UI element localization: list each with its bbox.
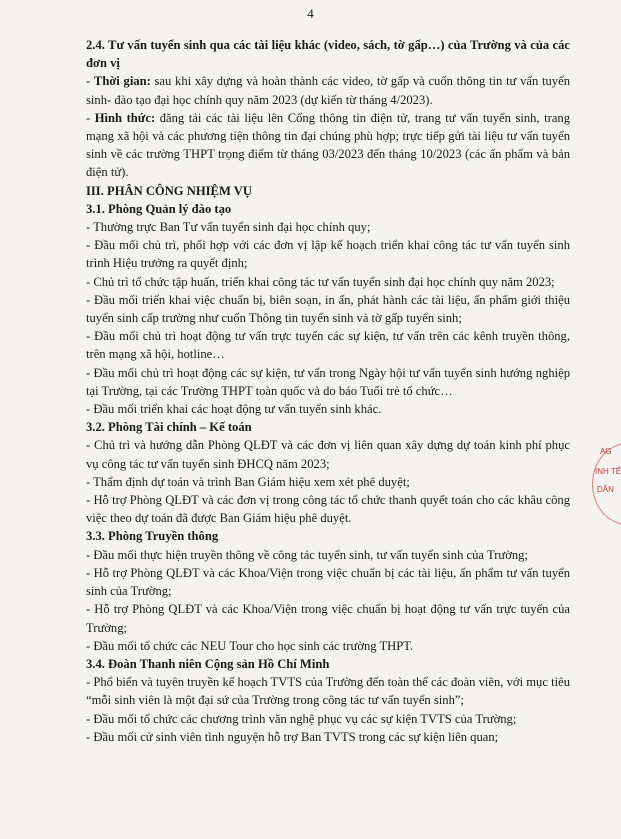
page-number: 4 xyxy=(307,6,314,21)
section-2-4-heading: 2.4. Tư vấn tuyển sinh qua các tài liệu khác (video, sách, tờ gấp…) của Trường và của các đơn vị xyxy=(86,38,570,71)
time-label: Thời gian: xyxy=(93,74,151,89)
time-text: sau khi xây dựng và hoàn thành các video, tờ gấp và cuốn thông tin tư vấn tuyển sinh- đào tạo đại học chính quy năm 2023 (dự kiến từ tháng 4/2023). xyxy=(86,74,570,107)
document-body xyxy=(86,36,570,746)
stamp-text-2: INH TẾ xyxy=(595,467,621,476)
section-3-4-heading: 3.4. Đoàn Thanh niên Cộng sản Hồ Chí Minh xyxy=(86,656,330,671)
section-3-1-list xyxy=(86,218,570,418)
section-3-heading: III. PHÂN CÔNG NHIỆM VỤ xyxy=(86,183,252,198)
section-3-2-heading: 3.2. Phòng Tài chính – Kế toán xyxy=(86,420,252,435)
stamp-text-1: AG xyxy=(600,447,612,456)
list-item: - Đầu mối tổ chức các chương trình văn nghệ phục vụ các sự kiện TVTS của Trường; xyxy=(86,711,517,726)
list-item: - Đầu mối cử sinh viên tình nguyện hỗ trợ Ban TVTS trong các sự kiện liên quan; xyxy=(86,729,499,744)
section-3-1-heading: 3.1. Phòng Quản lý đào tạo xyxy=(86,201,232,216)
list-item: - Chủ trì và hướng dẫn Phòng QLĐT và các đơn vị liên quan xây dựng dự toán kinh phí phục vụ công tác tư vấn tuyển sinh ĐHCQ năm 2023; xyxy=(86,438,570,471)
list-item: - Đầu mối chủ trì hoạt động tư vấn trực tuyến các sự kiện, tư vấn trên các kênh truyền thông, trên mạng xã hội, hotline… xyxy=(86,329,570,362)
list-item: - Đầu mối triển khai các hoạt động tư vấn tuyển sinh khác. xyxy=(86,402,382,417)
list-item: - Đầu mối tổ chức các NEU Tour cho học sinh các trường THPT. xyxy=(86,638,414,653)
section-3-3-heading: 3.3. Phòng Truyền thông xyxy=(86,529,219,544)
form-text: đăng tải các tài liệu lên Cổng thông tin điện tử, trang tư vấn tuyển sinh, trang mạng xã hội và các phương tiện thông tin đại chúng phù hợp; trực tiếp gửi tài liệu tư vấn tuyển sinh về các trường THPT trọng điểm từ tháng 03/2023 đến tháng 10/2023 (các ấn phẩm và bản điện tử). xyxy=(86,110,571,180)
list-item: - Đầu mối chủ trì, phối hợp với các đơn vị lập kế hoạch triển khai công tác tư vấn tuyển sinh trình Hiệu trưởng ra quyết định; xyxy=(86,238,570,271)
list-item: - Đầu mối thực hiện truyền thông về công tác tuyển sinh, tư vấn tuyển sinh của Trường; xyxy=(86,547,528,562)
list-item: - Hỗ trợ Phòng QLĐT và các Khoa/Viện trong việc chuẩn bị hoạt động tư vấn trực tuyến của Trường; xyxy=(86,602,570,635)
list-item: - Hỗ trợ Phòng QLĐT và các đơn vị trong công tác tổ chức thanh quyết toán cho các khâu công việc theo dự toán đã được Ban Giám hiệu phê duyệt. xyxy=(86,493,570,526)
section-3-4-list xyxy=(86,673,570,746)
form-label: Hình thức: xyxy=(94,110,156,125)
list-item: - Chủ trì tổ chức tập huấn, triển khai công tác tư vấn tuyển sinh đại học chính quy năm 2023; xyxy=(86,274,555,289)
list-item: - Hỗ trợ Phòng QLĐT và các Khoa/Viện trong việc chuẩn bị các tài liệu, ấn phẩm tư vấn tuyển sinh của Trường; xyxy=(86,565,570,599)
list-item: - Phổ biến và tuyên truyền kế hoạch TVTS của Trường đến toàn thể các đoàn viên, với mục tiêu “mỗi sinh viên là một đại sứ của Trường trong công tác tư vấn tuyển sinh”; xyxy=(86,675,570,708)
stamp-text-3: DÂN xyxy=(597,485,614,494)
list-item: - Thẩm định dự toán và trình Ban Giám hiệu xem xét phê duyệt; xyxy=(86,474,410,489)
list-item: - Đầu mối triển khai việc chuẩn bị, biên soạn, in ấn, phát hành các tài liệu, ấn phẩm giới thiệu tuyển sinh cấp trường như cuốn Thông tin tuyển sinh và tờ gấp tuyển sinh; xyxy=(86,292,570,326)
section-2-4-form: - Hình thức: đăng tải các tài liệu lên Cổng thông tin điện tử, trang tư vấn tuyển sinh, trang mạng xã hội và các phương tiện thông tin đại chúng phù hợp; trực tiếp gửi tài liệu tư vấn tuyển sinh về các trường THPT trọng điểm từ tháng 03/2023 đến tháng 10/2023 (các ấn phẩm và bản điện tử). xyxy=(86,110,571,180)
seal-stamp-fragment xyxy=(592,443,621,523)
list-item: - Thường trực Ban Tư vấn tuyển sinh đại học chính quy; xyxy=(86,220,371,235)
list-item: - Đầu mối chủ trì hoạt động các sự kiện, tư vấn trong Ngày hội tư vấn tuyển sinh hướng nghiệp tại Trường, tại các Trường THPT toàn quốc và do báo Tuổi trẻ tổ chức… xyxy=(86,365,570,398)
section-3-3-list xyxy=(86,546,570,655)
section-2-4-time: - Thời gian: sau khi xây dựng và hoàn thành các video, tờ gấp và cuốn thông tin tư vấn tuyển sinh- đào tạo đại học chính quy năm 2023 (dự kiến từ tháng 4/2023). xyxy=(86,74,570,107)
section-3-2-list xyxy=(86,436,570,527)
